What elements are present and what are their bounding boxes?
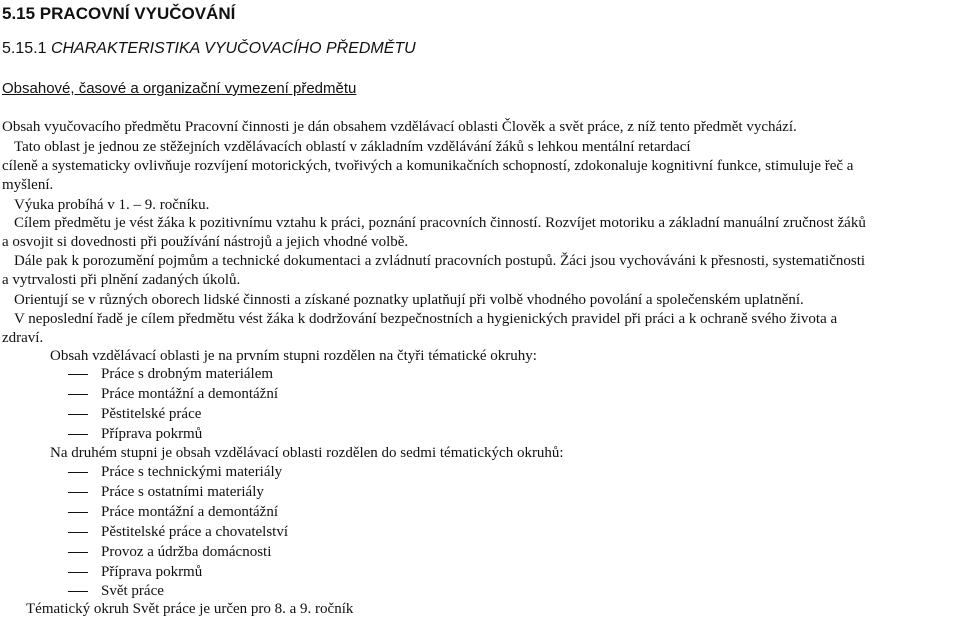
paragraph-line: Výuka probíhá v 1. – 9. ročníku. xyxy=(14,197,210,213)
list-item: Provoz a údržba domácnosti xyxy=(101,542,271,562)
list-item: Práce montážní a demontážní xyxy=(101,502,278,522)
list-item: Práce s drobným materiálem xyxy=(101,364,273,384)
dash-bullet xyxy=(68,394,88,395)
paragraph-line: myšlení. xyxy=(2,177,54,193)
subsection-title-text: CHARAKTERISTIKA VYUČOVACÍHO PŘEDMĚTU xyxy=(50,40,416,57)
list-item: Pěstitelské práce xyxy=(101,404,201,424)
dash-bullet xyxy=(68,374,88,375)
dash-bullet xyxy=(68,492,88,493)
dash-bullet xyxy=(68,552,88,553)
paragraph-line: Tato oblast je jednou ze stěžejních vzdělávacích oblastí v základním vzdělávání žáků s lehkou mentální retardací xyxy=(14,139,691,155)
list-item: Pěstitelské práce a chovatelství xyxy=(101,522,288,542)
list-item: Práce s technickými materiály xyxy=(101,462,282,482)
list-item: Práce montážní a demontážní xyxy=(101,384,278,404)
dash-bullet xyxy=(68,472,88,473)
subheading: Obsahové, časové a organizační vymezení předmětu xyxy=(2,80,357,97)
dash-bullet xyxy=(68,532,88,533)
paragraph-line: cíleně a systematicky ovlivňuje rozvíjení motorických, tvořivých a komunikačních schopností, zdokonaluje kognitivní funkce, stimuluje řeč a xyxy=(2,158,854,174)
paragraph-line: Dále pak k porozumění pojmům a technické dokumentaci a zvládnutí pracovních postupů. Žáci jsou vychováváni k přesnosti, systematičnosti xyxy=(14,253,866,269)
list-item: Práce s ostatními materiály xyxy=(101,482,264,502)
paragraph-line: a osvojit si dovednosti při používání nástrojů a jejich vhodné volbě. xyxy=(2,234,409,250)
section-title: 5.15 PRACOVNÍ VYUČOVÁNÍ xyxy=(2,4,236,23)
dash-bullet xyxy=(68,572,88,573)
subsection-title xyxy=(2,40,416,58)
paragraph-line: a vytrvalosti při plnění zadaných úkolů. xyxy=(2,272,241,288)
paragraph-line: Na druhém stupni je obsah vzdělávací oblasti rozdělen do sedmi tématických okruhů: xyxy=(50,445,564,461)
list-item: Příprava pokrmů xyxy=(101,562,202,582)
paragraph-line: Obsah vzdělávací oblasti je na prvním stupni rozdělen na čtyři tématické okruhy: xyxy=(50,348,537,364)
paragraph-line: Cílem předmětu je vést žáka k pozitivnímu vztahu k práci, poznání pracovních činností. Rozvíjet motoriku a základní manuální zručnost žáků xyxy=(14,215,866,231)
dash-bullet xyxy=(68,414,88,415)
paragraph-line: zdraví. xyxy=(2,330,44,346)
dash-bullet xyxy=(68,591,88,592)
list-item: Příprava pokrmů xyxy=(101,424,202,444)
paragraph-line: Orientují se v různých oborech lidské činnosti a získané poznatky uplatňují při volbě vhodného povolání a společenském uplatnění. xyxy=(14,292,804,308)
paragraph-line: Tématický okruh Svět práce je určen pro 8. a 9. ročník xyxy=(26,601,354,617)
dash-bullet xyxy=(68,434,88,435)
paragraph-line: Obsah vyučovacího předmětu Pracovní činnosti je dán obsahem vzdělávací oblasti Člověk a svět práce, z níž tento předmět vychází. xyxy=(2,119,797,135)
dash-bullet xyxy=(68,512,88,513)
list-item: Svět práce xyxy=(101,581,164,601)
paragraph-line: V neposlední řadě je cílem předmětu vést žáka k dodržování bezpečnostních a hygienických pravidel při práci a k ochraně svého života a xyxy=(14,311,838,327)
subsection-number: 5.15.1 xyxy=(2,40,47,57)
